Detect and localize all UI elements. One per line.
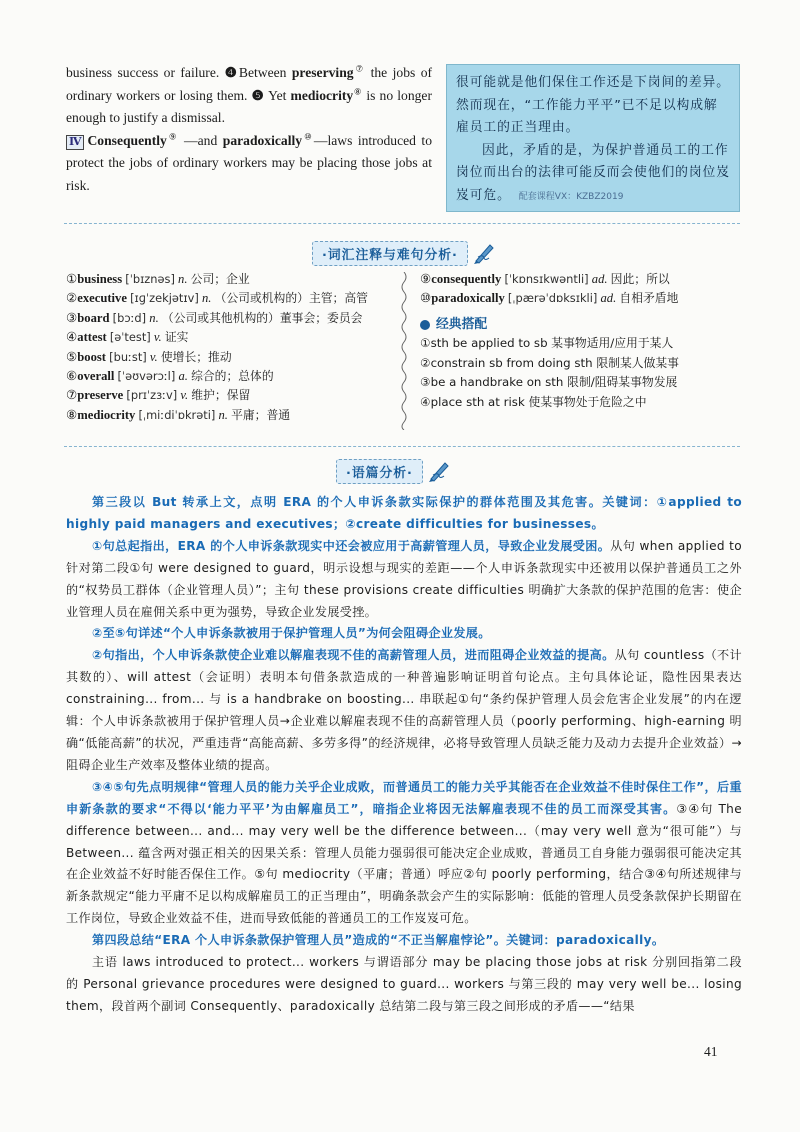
vocab-meaning: 因此；所以 xyxy=(610,272,670,286)
section-divider xyxy=(64,223,740,224)
vocab-pos: n. xyxy=(201,291,212,306)
analysis-detail: 从句 countless（不计其数的）、will attest（会证明）表明本句借条款造成的一种普遍影响证明首句论点。主句具体论证，隐性因果表达 constraining... from... 与 is a handbrake on boosting... 串联起①句“条约保护管理人员会危害企业发展”的内在逻辑：个人申诉条款被用于保护管理人员→企业难以解雇表现不佳的高薪管理人员（poorly performing、high-earning 明确“低能高薪”的状况，严重违背“高能高薪、多劳多得”的经济规律，必将导致管理人员缺乏能力及动力去提升企业效益）→阻碍企业生产效率及整体业绩的提高。 xyxy=(66,648,742,772)
pen-icon xyxy=(426,458,452,484)
keyword-paradoxically: paradoxically xyxy=(222,132,303,148)
vocab-phonetic: [ˈbɪznəs] xyxy=(125,272,175,286)
translation-paragraph: 很可能就是他们保住工作还是下岗间的差异。然而现在，“工作能力平平”已不足以构成解雇员工的正当理由。 xyxy=(456,75,730,136)
keyword-consequently: Consequently xyxy=(87,132,167,148)
analysis-section-title: ·语篇分析· xyxy=(336,459,423,484)
vocab-word: preserve xyxy=(77,388,124,403)
analysis-key-point: ③④⑤句先点明规律“管理人员的能力关乎企业成败，而普通员工的能力关乎其能否在企业效益不佳时保住工作”，后重申新条款的要求“不得以‘能力平平’为由解雇员工”，暗指企业将因无法解雇表现不佳的员工而深受其害。 xyxy=(66,779,742,816)
passage-word: Yet xyxy=(268,87,287,103)
analysis-paragraph: 第四段总结“ERA 个人申诉条款保护管理人员”造成的“不正当解雇悖论”。关键词：paradoxically。 xyxy=(92,933,665,948)
vocab-num: ⑤ xyxy=(66,349,78,364)
passage-sentence: business success or failure. xyxy=(66,65,220,80)
vocab-phonetic: [ˈkɒnsɪkwəntli] xyxy=(504,272,589,286)
vocab-phonetic: [ɪɡˈzekjətɪv] xyxy=(130,291,199,306)
vocab-num: ⑦ xyxy=(66,388,78,403)
analysis-paragraph xyxy=(66,536,742,624)
vocab-word: consequently xyxy=(431,272,502,286)
footnote-marker: ⑦ xyxy=(353,63,366,74)
discourse-analysis xyxy=(66,492,742,1018)
vocab-item xyxy=(66,348,396,367)
vocab-list-left xyxy=(66,270,396,425)
vocab-meaning: 使增长；推动 xyxy=(160,349,232,364)
vocab-num: ③ xyxy=(66,310,78,325)
vocab-word: mediocrity xyxy=(77,407,136,422)
vocab-phonetic: [ˌpærəˈdɒksɪkli] xyxy=(507,291,598,306)
vocab-item xyxy=(66,406,396,425)
pen-icon xyxy=(471,240,497,266)
vocab-word: executive xyxy=(77,291,127,306)
translation-box xyxy=(446,64,740,212)
sentence-marker: ❹ xyxy=(224,65,239,80)
bullet-dot-icon xyxy=(420,320,430,330)
vocab-section-title: ·词汇注释与难句分析· xyxy=(312,241,468,266)
vocab-pos: v. xyxy=(149,349,158,364)
vocab-item xyxy=(66,309,396,328)
footnote-marker: ⑨ xyxy=(166,130,179,141)
vocab-num: ① xyxy=(66,272,78,286)
vocab-num: ⑩ xyxy=(420,291,432,306)
analysis-section-header xyxy=(336,460,452,482)
vocab-list-right xyxy=(420,270,740,413)
vocab-pos: v. xyxy=(180,388,189,403)
vocab-phonetic: [buːst] xyxy=(109,349,147,364)
translation-paragraph xyxy=(456,140,730,209)
vocab-meaning: 维护；保留 xyxy=(191,388,251,403)
collocation-list xyxy=(420,334,740,412)
vocab-item xyxy=(66,367,396,386)
page-number: 41 xyxy=(704,1044,718,1059)
vocab-phonetic: [ˌmiːdiˈɒkrəti] xyxy=(138,407,216,422)
footnote-marker: ⑧ xyxy=(353,85,363,96)
vocab-word: paradoxically xyxy=(431,291,505,306)
sentence-marker: ❺ xyxy=(251,87,265,103)
collocation-item: ③be a handbrake on sth 限制/阻碍某事物发展 xyxy=(420,375,678,390)
vocab-section-header xyxy=(312,242,497,264)
vocab-item xyxy=(66,386,396,405)
vocab-phonetic: [ˈəʊvərɔːl] xyxy=(117,369,176,384)
analysis-key-point: ②句指出，个人申诉条款使企业难以解雇表现不佳的高薪管理人员，进而阻碍企业效益的提高。 xyxy=(92,648,615,663)
vocab-num: ⑨ xyxy=(420,272,432,286)
vocab-meaning: （公司或机构的）主管；高管 xyxy=(214,291,368,306)
vocab-item xyxy=(420,270,740,289)
analysis-detail: ③④句 The difference between... and... may very well be the difference between...（may very well 意为“很可能”）与 Between... 蕴含两对强正相关的因果关系：管理人员能力强弱很可能决定企业成败，普通员工自身能力强弱很可能决定其在企业效益不好时能否保住工作。⑤句 mediocrity（平庸；普通）呼应②句 poorly performing，结合③④句所述规律与新条款规定“能力平庸不足以构成解雇员工的正当理由”，明确条款会产生的实际影响：低能的管理人员受条款保护长期留在工作岗位，导致企业效益不佳，进而导致低能的普通员工的工作岌岌可危。 xyxy=(66,801,742,926)
watermark-text: 配套课程VX：KZBZ2019 xyxy=(518,191,624,202)
vocab-meaning: 平庸；普通 xyxy=(231,407,291,422)
keyword-preserving: preserving xyxy=(291,65,354,80)
paragraph-number-badge: Ⅳ xyxy=(66,135,84,150)
vocab-phonetic: [əˈtest] xyxy=(109,330,151,345)
vocab-num: ⑧ xyxy=(66,407,78,422)
analysis-paragraph: 主语 laws introduced to protect... workers 与谓语部分 may be placing those jobs at risk 分别回指第二段的 Personal grievance procedures were designed to guard... workers 与第三段的 may very well be... losing them，段首两个副词 Consequently、paradoxically 总结第二段与第三段之间形成的矛盾——“结果 xyxy=(66,955,742,1013)
vocab-item xyxy=(420,289,740,308)
passage-sentence: is no longer enough to justify a dismissal. xyxy=(66,87,432,125)
passage-word: —and xyxy=(184,132,218,148)
vocab-meaning: 自相矛盾地 xyxy=(619,291,679,306)
passage-sentence: the jobs of ordinary workers or losing them. xyxy=(66,65,433,103)
vocab-word: board xyxy=(77,310,110,325)
vocab-pos: ad. xyxy=(591,272,608,286)
footnote-marker: ⑩ xyxy=(302,130,314,141)
vocab-meaning: （公司或其他机构的）董事会；委员会 xyxy=(161,310,363,325)
collocation-title: 经典搭配 xyxy=(436,316,488,332)
collocation-item: ①sth be applied to sb 某事物适用/应用于某人 xyxy=(420,336,674,351)
translation-text: 因此，矛盾的是，为保护普通员工的工作岗位而出台的法律可能反而会使他们的岗位岌岌可危。 xyxy=(456,142,730,203)
vocab-phonetic: [prɪˈzɜːv] xyxy=(126,388,178,403)
vocab-meaning: 公司；企业 xyxy=(190,272,250,286)
vocab-item xyxy=(66,289,396,308)
vocab-word: boost xyxy=(77,349,106,364)
vocab-phonetic: [bɔːd] xyxy=(112,310,147,325)
analysis-paragraph: 第三段以 But 转承上文，点明 ERA 的个人申诉条款实际保护的群体范围及其危害。关键词：①applied to highly paid managers and executives；②create difficulties for businesses。 xyxy=(66,495,742,531)
vocab-num: ⑥ xyxy=(66,369,78,384)
collocation-item: ②constrain sb from doing sth 限制某人做某事 xyxy=(420,355,679,370)
vocab-pos: v. xyxy=(153,330,162,345)
vocab-word: attest xyxy=(77,330,107,345)
analysis-paragraph: ②至⑤句详述“个人申诉条款被用于保护管理人员”为何会阻碍企业发展。 xyxy=(92,626,491,641)
vocab-pos: n. xyxy=(149,310,159,325)
keyword-mediocrity: mediocrity xyxy=(290,87,354,103)
collocation-item: ④place sth at risk 使某事物处于危险之中 xyxy=(420,395,647,409)
vocab-item xyxy=(66,328,396,347)
vocab-word: business xyxy=(77,272,123,286)
passage-word: Between xyxy=(238,65,287,80)
vocab-pos: n. xyxy=(178,272,188,286)
vocab-num: ② xyxy=(66,291,78,306)
passage-text xyxy=(66,62,432,197)
analysis-paragraph xyxy=(66,777,742,930)
vocab-meaning: 证实 xyxy=(164,330,189,345)
analysis-detail: 从句 when applied to 针对第二段①句 were designed to guard，明示设想与现实的差距——个人申诉条款现实中还被用以保护普通员工之外的“权势员工群体（企业管理人员）”；主句 these provisions create difficulties 明确扩大条款的保护范围的危害：使企业管理人员在雇佣关系中更为强势，导致企业发展受挫。 xyxy=(66,538,742,619)
analysis-paragraph xyxy=(66,645,742,776)
vocab-pos: ad. xyxy=(600,291,617,306)
section-divider xyxy=(64,446,740,447)
analysis-key-point: ①句总起指出，ERA 的个人申诉条款现实中还会被应用于高薪管理人员，导致企业发展受困。 xyxy=(92,538,611,553)
vocab-pos: n. xyxy=(218,407,228,422)
collocation-header xyxy=(420,315,740,334)
column-divider xyxy=(398,272,410,430)
vocab-pos: a. xyxy=(178,369,188,384)
passage-sentence: —laws introduced to protect the jobs of ordinary workers may be placing those jobs at risk. xyxy=(66,132,433,193)
vocab-word: overall xyxy=(77,369,115,384)
vocab-item xyxy=(66,270,396,289)
vocab-num: ④ xyxy=(66,330,78,345)
vocab-meaning: 综合的；总体的 xyxy=(191,369,274,384)
